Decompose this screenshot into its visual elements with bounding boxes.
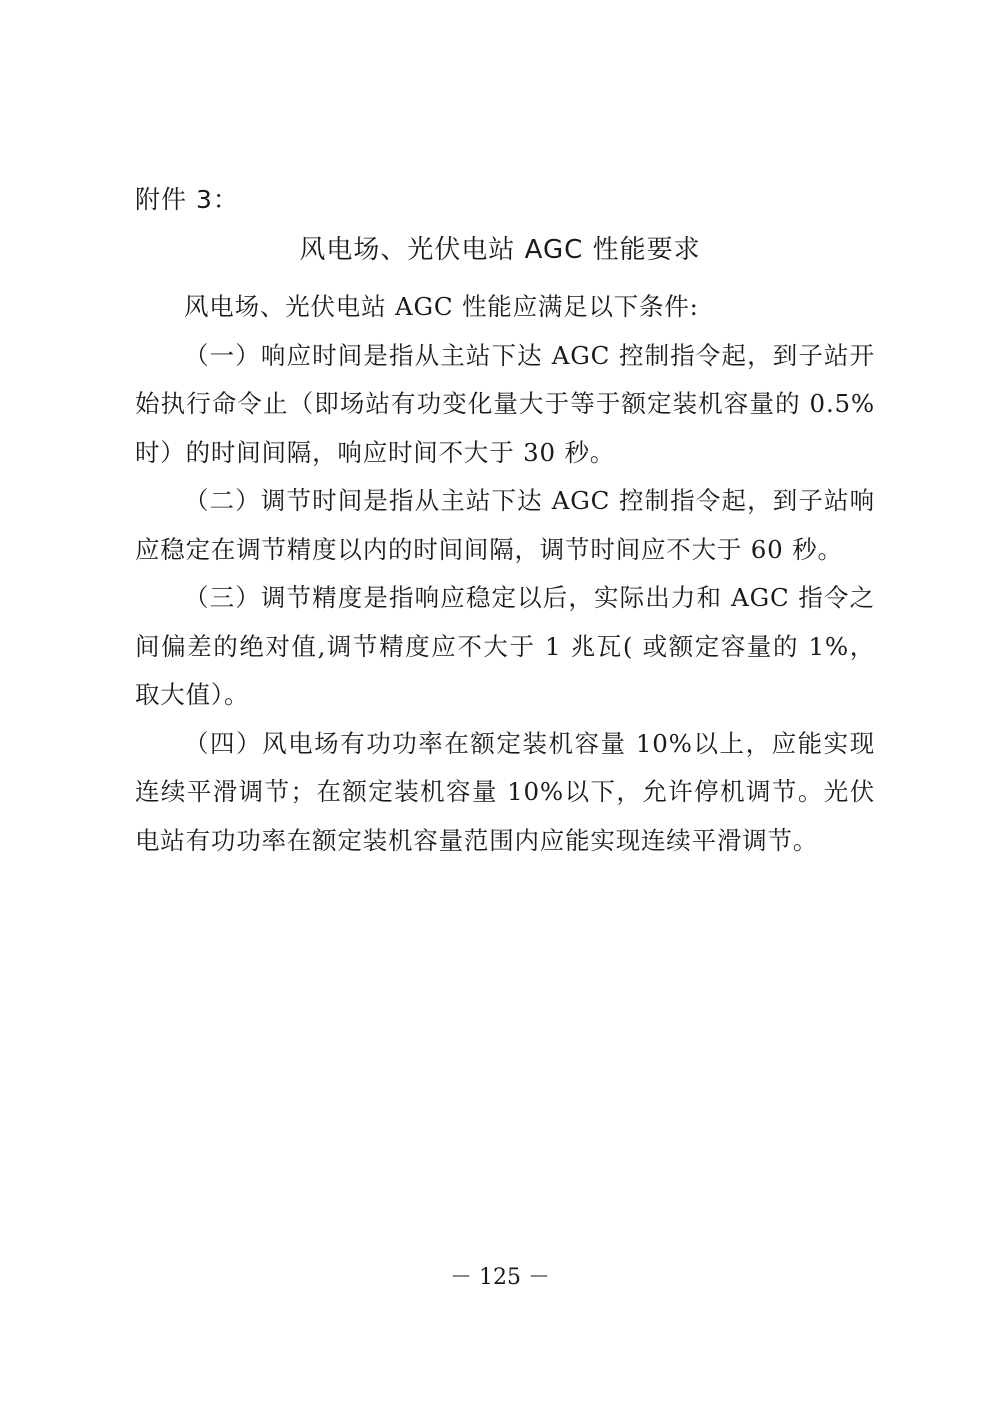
intro-paragraph: 风电场、光伏电站 AGC 性能应满足以下条件: [184, 292, 699, 321]
page-number: － 125 － [450, 1265, 550, 1290]
attachment-label: 附件 3： [135, 185, 239, 214]
clause-2-regulation-time: （二）调节时间是指从主站下达 AGC 控制指令起，到子站响应稳定在调节精度以内的时间间隔，调节时间应不大于 60 秒。 [135, 486, 875, 564]
document-body [135, 283, 875, 865]
clause-3-regulation-accuracy: （三）调节精度是指响应稳定以后，实际出力和 AGC 指令之间偏差的绝对值,调节精度应不大于 1 兆瓦( 或额定容量的 1%，取大值）。 [135, 583, 875, 709]
document-title: 风电场、光伏电站 AGC 性能要求 [299, 235, 701, 265]
clause-1-response-time: （一）响应时间是指从主站下达 AGC 控制指令起，到子站开始执行命令止（即场站有功变化量大于等于额定装机容量的 0.5%时）的时间间隔，响应时间不大于 30 秒。 [135, 340, 875, 467]
clause-4-continuous-regulation: （四）风电场有功功率在额定装机容量 10%以上，应能实现连续平滑调节；在额定装机容量 10%以下，允许停机调节。光伏电站有功功率在额定装机容量范围内应能实现连续平滑调节。 [135, 728, 875, 855]
